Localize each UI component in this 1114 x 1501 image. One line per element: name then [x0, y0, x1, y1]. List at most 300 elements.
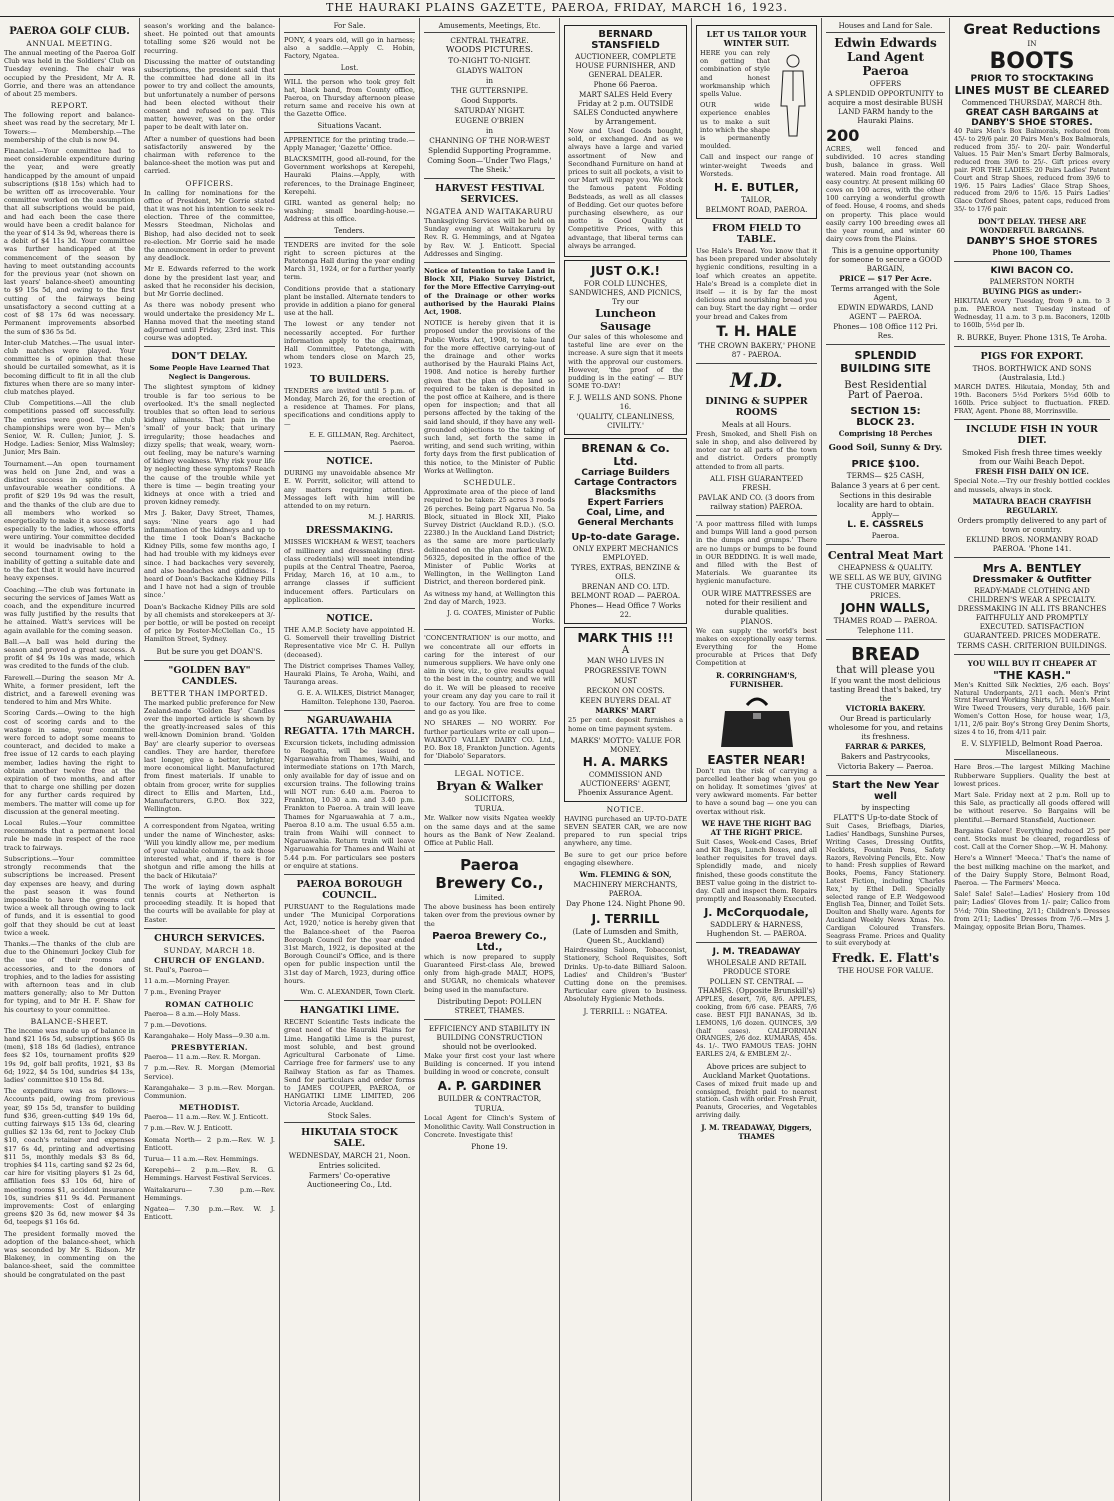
ha-marks-role: COMMISSION AND AUCTIONEERS' AGENT, Phoenix Assurance Agent. — [577, 769, 674, 797]
dressmaking-p: MISSES WICKHAM & WEST, teachers of millinery and dressmaking (first-class credentials) will meet intending pupils at the Central Theatre, Paeroa, Friday, March 16, at 10 a.m., to arrange classes if sufficient inducement offers. Particulars on application. — [284, 538, 415, 604]
sb-3: Best Residential — [844, 380, 927, 392]
ff-3: MATAURA BEACH CRAYFISH REGULARLY. — [972, 496, 1092, 515]
cm-5: THAMES ROAD — PAEROA. — [833, 616, 938, 626]
golf-p5: Club Competitions.—All the club competitions passed off successfully. The entries were good. The club championships were won by— Men's Senior, W. R. Cullen; Junior, J. S. Hodge. Ladies: Senior, Miss Walmsley; Junior, Mrs Bain. — [4, 399, 135, 457]
sb-11: Balance 3 years at 6 per cent. — [830, 481, 941, 491]
ee-3: Paeroa — [862, 64, 909, 78]
treadaway-footer: J. M. TREADAWAY, Diggers, THAMES — [701, 1122, 812, 1141]
cs-m7: Ngatea— 7.30 p.m.—Rev. W. J. Enticott. — [144, 1204, 275, 1222]
golf-p3: Financial.—Your committee had to meet considerable expenditure during the year, and were greatly handicapped by the amount of unpaid subscriptions ($18 15s) which had to be written off as irrecoverable. Your committee worked on the assumption that all subscriptions would be paid, and had each been the case there would have been a credit balance for the year of $14 3s 9d, whereas there is a debit of $4 11s 3d. Your committee was further handicapped at the commencement of the season by having to meet outstanding accounts for the previous year (not shown on last years' balance-sheet) amounting to $9 15s 5d, and owing to the first cutting of the fairways being unsatisfactory a second cutting at a cost of $8 17s 6d was necessary. Permanent improvements absorbed the sum of $36 5s 5d. — [4, 147, 135, 336]
dont-delay-p4: But be sure you get DOAN'S. — [156, 646, 263, 656]
pe-1: PIGS FOR EXPORT. — [980, 350, 1084, 362]
cs-p2: 7 p.m.—Rev. R. Morgan (Memorial Service). — [144, 1064, 275, 1081]
br-9: ONLY EXPERT MECHANICS EMPLOYED. — [572, 544, 679, 563]
dining-p: Fresh, Smoked, and Shell Fish on sale in shop, and also delivered by motor car to all parts of the town and district. Orders promptly attended to from all parts. — [696, 429, 817, 471]
concentration-p1: 'CONCENTRATION' is our motto, and we concentrate all our efforts in caring for the interest of our numerous suppliers. We have only one aim in view, viz., to give results equal to the best in the country, and we will do it. We will be pleased to receive your cream any day you care to rail it to our factory. You are free to come and go as you like. — [424, 634, 555, 717]
dressmaking-heading: DRESSMAKING. — [305, 525, 394, 537]
hikutaia-stock-heading: HIKUTAIA STOCK SALE. — [301, 1126, 398, 1149]
cs-p3: Karangahake— 3 p.m.—Rev. Morgan. Communion. — [144, 1083, 275, 1100]
mb-p: READY-MADE CLOTHING AND CHILDREN'S WEAR A SPECIALTY. DRESSMAKING IN ALL ITS BRANCHES FAITHFULLY AND PROMPTLY EXECUTED. SATISFACTION GUARANTEED. PRICES MODERATE. — [957, 585, 1107, 640]
golf-club-title: PAEROA GOLF CLUB. — [9, 26, 130, 37]
ny-p: Suit Cases, Briefbags, Diaries, Ladies' Handbags, Sunshine Purses, Writing Cases, Dressing Outfits, Necklets, Fountain Pens, Safety Razors, Revolving Pencils, Etc. Now to hand: Fresh supplies of Reward Books, Poems, Fancy Stationery. Latest Fiction, including 'Charles Rex,' by Ethel Dell. Specially selected range of E.P. Wedgewood English Tea, Dinner, and Toilet Sets. Doulton and Shelly ware. Agents for Auckland Weekly News Xmas. No. Cardigan Coloured Transfers. Seagrass Frame. Prices and Quality to suit everybody at — [826, 822, 945, 948]
gr-p: 40 Pairs Men's Box Balmorals, reduced from 45/- to 29/6 pair. 20 Pairs Men's Box Balmorals, reduced from 35/- to 20/- pair. Wonderful Values. 15 Pair Men's Smart Derby Balmorals, reduced from 39/6 to 25/-. Gift prices every pair. FOR THE LADIES: 20 Pairs Ladies' Patent Court and Strap Shoes, reduced from 39/6 to 19/6. 15 Pairs Ladies' Glace Strap Shoes, reduced from 29/6 to 15/6. 15 Pairs Ladies' Glace Oxford Shoes, patent caps, reduced from 35/- to 17/6 pair. — [954, 127, 1110, 213]
corringham-pianos: PIANOS. — [740, 616, 773, 626]
hikutaia-stock-agent: Farmers' Co-operative Auctioneering Co., Ltd. — [307, 1170, 392, 1189]
hale-p: Use Hale's Bread. You know that it has been prepared under absolutely hygienic conditions, resulting in a loaf which creates an appetite. Hale's Bread is a complete diet in itself — it is by far the most delicious and nourishing bread you can buy. Start the day right — order your bread and Cakes from — [696, 247, 817, 321]
ff-p: Smoked Fish fresh three times weekly from our Waihi Beach Depot. — [962, 448, 1102, 467]
golf-p13: Thanks.—The thanks of the club are due to the Ohinemuri Jockey Club for the use of their rooms and accessories, and to the donors of trophies, and to the ladies for assisting with afternoon teas and in club matters generally; also to Mr Dutton for typing, and to Mr H. F. Shaw for his courtesy to your committee. — [4, 939, 135, 1014]
stansfield-phone: Phone 66 Paeroa. — [593, 80, 658, 89]
bd-6: Victoria Bakery — Paeroa. — [837, 762, 934, 772]
ct-9: EUGENE O'BRIEN — [454, 116, 525, 125]
notice2-heading: NOTICE. — [326, 612, 373, 624]
column-3 — [280, 18, 420, 1501]
golf-p14: The income was made up of balance in hand $21 16s 5d, subscriptions $65 0s (men), $18 18s 6d (ladies), entrance fees $2 10s, tournament profits $29 19s 9d, golf ball profits, 1921, $3 8s 6d; 1922, $4 5s 10d, sundries $4 13s, ladies' committee $10 15s 8d. — [4, 1026, 135, 1084]
dining-meals: Meals at all Hours. — [721, 419, 792, 429]
bd-p: If you want the most delicious tasting Bread that's baked, try the — [829, 676, 942, 704]
hangatiki-lime-heading: HANGATIKI LIME. — [299, 1005, 400, 1017]
houses-land-heading: Houses and Land for Sale. — [826, 22, 945, 33]
notice2-p2: The District comprises Thames Valley, Hauraki Plains, Te Aroha, Waihi, and Tauranga areas. — [284, 661, 415, 687]
ff-p3: Orders promptly delivered to any part of town or country. — [957, 515, 1107, 534]
bd-4: FARRAR & PARKES, — [845, 742, 926, 752]
hale-bakery: 'THE CROWN BAKERY,' PHONE 87 - PAEROA. — [697, 340, 816, 359]
golf-p6: Tournament.—An open tournament was held on June 2nd, and was a distinct success in spite of the unfavourable weather conditions. A profit of $29 19s 9d was the result, and the thanks of the club are due to all members who worked so energetically to make it a success, and especially to the ladies, whose efforts were untiring. Your committee decided it would be inadvisable to hold a second tournament owing to the inability of getting a suitable date and to the fact that it would have incurred heavy expenses. — [4, 459, 135, 583]
golf-cont-p4: In calling for nominations for the office of President, Mr Gorrie stated that it was not his intention to seek re-election. Three of the committee, Messrs Steedman, Nicholas and Bishop, had also decided not to seek re-election. Mr Gorrie said he made the announcement in order to prevent any deadlock. — [144, 188, 275, 263]
stansfield-sales: MART SALES Held Every Friday at 2 p.m. OUTSIDE SALES Conducted anywhere by Arrangement. — [573, 90, 678, 126]
stock-sales-heading: Stock Sales. — [284, 1112, 415, 1123]
br-4: Blacksmiths — [594, 488, 657, 499]
schedule-heading: SCHEDULE. — [463, 478, 516, 488]
kc-1: YOU WILL BUY IT CHEAPER AT — [967, 658, 1097, 668]
mk-p: 25 per cent. deposit furnishes a home on time payment system. — [568, 716, 683, 733]
wells-ad — [564, 260, 687, 435]
ee-8: Phones— 108 Office 112 Pri. Res. — [833, 322, 938, 341]
br-11: BRENAN AND CO. LTD. BELMONT ROAD — PAEROA. — [570, 582, 681, 601]
bd-1: BREAD — [851, 644, 920, 666]
sb-4: Part of Paeroa. — [847, 390, 924, 402]
column-7 — [822, 18, 950, 1501]
methodist: METHODIST. — [179, 1103, 240, 1113]
treadaway-store: WHOLESALE AND RETAIL PRODUCE STORE — [706, 958, 807, 977]
column-1 — [0, 18, 140, 1501]
sv-blacksmith: BLACKSMITH, good all-round, for the Government workshops at Kerepehi, Hauraki Plains.—Apply, with references, to the Drainage Engineer, Kerepehi. — [284, 155, 415, 196]
gr-10: Phone 100, Thames — [992, 247, 1072, 257]
paeroa-brewery-4: Paeroa Brewery Co., Ltd., — [432, 930, 547, 953]
ct-5: in — [486, 76, 493, 85]
golf-p15: The expenditure was as follows:— Accounts paid, owing from previous year, $9 15s 5d, transfer to building fund $36, green-cutting $49 19s 6d, cutting fairways $15 13s 6d, clearing gullies $2 13s 6d, rent to Jockey Club $10, coach's retainer and expenses $17 6s 4d, printing and advertising $11 5s, monthly medals $3 8s 6d, trophies $4 11s, carting sand $2 2s 6d, car hire for visiting players $1 2s 6d, affiliation fees $3 10s 6d, hire of meeting rooms $1, accident insurance 10s, sundries $11 9s 4d. Permanent improvements: Cost of enlarging greens $20 3s 6d, new mower $4 3s 6d, teepegs $1 16s 6d. — [4, 1087, 135, 1227]
cs-m1: Paeroa— 11 a.m.—Rev. W. J. Enticott. — [144, 1113, 269, 1122]
mk-5: RECKON ON COSTS. — [586, 686, 665, 696]
ms-p2: Mart Sale. Friday next at 2 p.m. Roll up to this Sale, as practically all goods offered will be without reserve. So Bargains will be plentiful.—Bernard Stansfield, Auctioneer. — [954, 790, 1110, 824]
kb-4: R. BURKE, Buyer. Phone 131S, Te Aroha. — [956, 332, 1108, 342]
br-5: Expert Farriers — [587, 498, 664, 509]
just-ok: JUST O.K.! — [590, 264, 661, 279]
ct-1: CENTRAL THEATRE. — [450, 36, 529, 45]
kc-3: E. V. SLYFIELD, Belmont Road Paeroa. — [961, 739, 1103, 749]
luncheon-sausage: Luncheon Sausage — [595, 307, 656, 334]
mk-7: MARKS' MART — [595, 706, 656, 716]
jok-motto: 'QUALITY, CLEANLINESS, CIVILITY.' — [576, 412, 675, 431]
terrill-name: J. TERRILL — [591, 912, 660, 927]
for-sale-pony: PONY, 4 years old, will go in harness; also a saddle.—Apply C. Hobin, Factory, Ngatea. — [284, 36, 415, 61]
bd-p2: Our Bread is particularly wholesome for you, and retains its freshness. — [828, 714, 943, 742]
golf-p1: The annual meeting of the Paeroa Golf Club was held in the Soldiers' Club on Tuesday evening. The chair was occupied by the President, Mr A. R. Gorrie, and there was an attendance of about 25 members. — [4, 49, 135, 99]
ct-6: THE GUTTERSNIPE. — [450, 86, 529, 95]
ct-4: GLADYS WALTON — [456, 66, 523, 75]
kc-2: "THE KASH." — [993, 668, 1071, 682]
apg-name: A. P. GARDINER — [437, 1079, 542, 1094]
mk-motto: MARKS' MOTTO: VALUE FOR MONEY. — [570, 735, 681, 754]
cs-rc1: Paeroa— 8 a.m.—Holy Mass. — [144, 1009, 241, 1018]
sv-apprentice: APPRENTICE for the printing trade.—Apply Manager, 'Gazette' Office. — [284, 135, 415, 152]
church-date: SUNDAY, MARCH 18. — [163, 945, 256, 955]
golf-p2: The following report and balance-sheet was read by the secretary, Mr I. Towers:— Membership.—The membership of the club is now 94. — [4, 111, 135, 144]
butler-role: TAILOR, — [741, 195, 772, 205]
ct-11: CHANNING OF THE NOR-WEST — [429, 136, 550, 145]
mk-3: PROGRESSIVE TOWN — [584, 666, 667, 676]
fleming-name: Wm. FLEMING & SON, — [579, 870, 672, 880]
gr-2: IN — [1027, 39, 1037, 48]
sb-p: Sections in this desirable locality are hard to obtain. — [836, 491, 935, 510]
land-p3: Approximate area of the piece of land required to be taken: 25 acres 3 roods 26 perches. Being part Ngarua No. 5a Block, situated in Block XII, Piako Survey District (Auckland R.D.). (S.O. 22380.) In the Auckland Land District; as the same are more particularly delineated on the plan marked P.W.D. 56325, deposited in the office of the Minister of Public Works at Wellington, in the Wellington Land District, and thereon bordered pink. — [424, 488, 555, 587]
golden-bay-sub: BETTER THAN IMPORTED. — [150, 688, 268, 698]
mark-this: MARK THIS !!! — [577, 631, 674, 646]
mk-6: KEEN BUYERS DEAL AT — [579, 696, 672, 706]
paeroa-brewery-2: Brewery Co., — [435, 874, 544, 893]
ms-p1: Hare Bros.—The largest Milking Machine Rubberware Suppliers. Quality the best at lowest prices. — [954, 763, 1110, 788]
ff-p2: Special Note.—Try our freshly bottled cockles and mussels, always in stock. — [954, 477, 1110, 494]
corringham-p2: We can supply the world's best makes on exceptionally easy terms. Everything for the Home procurable at Prices that Defy Competition at — [696, 626, 817, 668]
mk-4: MUST — [613, 676, 638, 686]
golden-bay-heading: "GOLDEN BAY" CANDLES. — [168, 664, 251, 687]
kb-p: HIKUTAIA every Tuesday, from 9 a.m. to 3 p.m. PAEROA next Tuesday instead of Wednesday, 11 a.m. to 3 p.m. Baconers, 120lb to 160lb, 5½d per lb. — [954, 296, 1110, 330]
ee-p4: Terms arranged with the Sole Agent, — [831, 284, 940, 303]
gr-4: PRIOR TO STOCKTAKING — [970, 74, 1094, 84]
golf-p12: Subscriptions.—Your committee strongly recommends that the subscriptions be increased. Present day expenses are heavy, and during the past season it was found impossible to have the greens cut twice a week all through owing to lack of funds, and it is essential to good golf that they should be cut at least twice a week. — [4, 854, 135, 937]
hikutaia-stock-entries: Entries solicited. — [318, 1160, 381, 1170]
lost-heading: Lost. — [284, 64, 415, 75]
ms-p5: Sale! Sale! Sale!—Ladies' Hosiery from 10d pair; Ladies' Gloves from 1/- pair; Calico from 5½d; 70in Sheeting, 2/11; Children's Dresses from 2/11; Ladies' Dresses from 7/6.—Mrs J. Maingay, opposite Brian Boru, Thames. — [954, 890, 1110, 932]
regatta-p: Excursion tickets, including admission to Regatta, will be issued to Ngaruawahia from Thames, Waihi, and intermediate stations on 17th March, only available for day of issue and on excursion trains. The following trains will NOT run: 6.40 a.m. Paeroa to Frankton, 10.30 a.m. and 3.40 p.m. Frankton to Paeroa. A train will leave Thames for Ngaruawahia at 7 a.m., Paeroa 8.10 a.m. The usual 6.55 a.m. train from Waihi will connect to Ngaruawahia. Return train will leave Ngaruawahia for Thames and Waihi at 5.44 p.m. For particulars see posters or enquire at stations. — [284, 738, 415, 870]
sb-9: PRICE $100. — [851, 459, 920, 471]
br-6: Coal, Lime, and — [586, 508, 665, 519]
easter-p1: Don't run the risk of carrying a parcelled leather bag when you go on holiday. It sometimes 'gives' at very awkward moments. Far better to have a sound bag — one you can overtax without risk. — [696, 766, 817, 816]
notice2-sig: G. E. A. WILKES, District Manager, Hamilton. Telephone 130, Paeroa. — [297, 689, 415, 706]
sb-10: TERMS— $25 CASH, — [846, 471, 925, 481]
sb-8: Good Soil, Sunny & Dry. — [828, 443, 943, 454]
easter-heading: EASTER NEAR! — [707, 752, 806, 767]
masthead: THE HAURAKI PLAINS GAZETTE, PAEROA, FRIDAY, MARCH 16, 1923. — [0, 0, 1114, 17]
sb-7: Comprising 18 Perches — [838, 429, 933, 439]
md-logo: M.D. — [730, 367, 783, 392]
treadaway-p2: Cases of mixed fruit made up and consigned, freight paid to nearest station. Cash with order. Fresh Fruit, Peanuts, Groceries, and Vegetables arriving daily. — [696, 1079, 817, 1119]
golf-cont-p3: After a number of questions had been satisfactorily answered by the chairman with reference to the balance-sheet the motion was put and carried. — [144, 134, 275, 176]
bw-p: Mr. Walker now visits Ngatea weekly on the same days and at the same hours as the Bank of New Zealand. Office at Public Hall. — [424, 814, 555, 847]
br-3: Cartage Contractors — [574, 478, 677, 489]
gladstone-bag-illustration — [717, 691, 797, 751]
field-to-table-heading: FROM FIELD TO TABLE. — [712, 223, 801, 246]
dont-delay-sub: Some People Have Learned That Neglect is Dangerous. — [149, 364, 270, 382]
apg-town: TURUA. — [474, 1104, 505, 1114]
church-england: CHURCH OF ENGLAND. — [154, 955, 265, 965]
borough-council-sig: Wm. C. ALEXANDER, Town Clerk. — [300, 988, 415, 997]
apg-p: Local Agent for Clinch's System of Monolithic Cavity. Wall Construction in Concrete. Investigate this! — [424, 1114, 555, 1139]
balance-sheet-heading: BALANCE-SHEET. — [30, 1016, 109, 1026]
gr-7: GREAT CASH BARGAINS at DANBY'S SHOE STORES. — [965, 108, 1099, 128]
hangatiki-lime-p: RECENT Scientific Tests indicate the great need of the Hauraki Plains for Lime. Hangatiki Lime is the purest, most soluble, and best ground Agricultural Carbonate of Lime. Carriage free for farmers' use to any Railway Station as far as Thames. Send for particulars and order forms to JAMES COUPER, PAEROA, or HANGATIKI LIME LIMITED, 206 Victoria Arcade, Auckland. — [284, 1018, 415, 1109]
dining-fish: ALL FISH GUARANTEED FRESH. — [709, 473, 804, 492]
columns — [0, 18, 1114, 1501]
easter-p2: Suit Cases, Week-end Cases, Brief and Kit Bags, Lunch Boxes, and all leather requisites for travel days. Splendidly made, and nicely finished, these goods constitute the BEST value going in the district to-day. Call and inspect them. Repairs promptly and Reasonably Executed. — [696, 837, 817, 904]
treadaway-note: Above prices are subject to Auckland Market Quotations. — [702, 1061, 811, 1080]
hikutaia-stock-date: WEDNESDAY, MARCH 21, Noon. — [288, 1150, 411, 1160]
land-sig: J. G. COATES, Minister of Public Works. — [447, 608, 555, 626]
terrill-p: Hairdressing Saloon, Tobacconist, Stationery, School Requisites, Soft Drinks. Up-to-date Billiard Saloon. Ladies' and Children's 'Buster' Cutting done on the premises. Particular care given to business. Absolutely Hygienic Methods. — [564, 946, 687, 1004]
dont-delay-p2: Mrs J. Baker, Davy Street, Thames, says: 'Nine years ago I had inflammation of the kidneys and up to the time I took Doan's Backache Kidney Pills, some few months ago, I had had trouble with my kidneys ever since. I had backaches very severely, and also headaches and giddiness. I heard of Doan's Backache Kidney Pills and I have not had a sign of trouble since.' — [144, 509, 275, 600]
ee-price: PRICE — $17 Per Acre. — [839, 274, 932, 284]
ff-1: INCLUDE FISH IN YOUR DIET. — [966, 424, 1098, 447]
gr-1: Great Reductions — [963, 22, 1101, 38]
borough-council-p: PURSUANT to the Regulations made under 'The Municipal Corporations Act, 1920,' notice is hereby given that the Balance-sheet of the Paeroa Borough Council for the year ended 31st March, 1922, is deposited at the Borough Council's Office, and is there open for public inspection until the 31st day of March, 1923, during office hours. — [284, 903, 415, 985]
column-4 — [420, 18, 560, 1501]
dont-delay-heading: DON'T DELAY. — [171, 351, 248, 363]
golf-cont-p2: Discussing the matter of outstanding subscriptions, the president said that the committee had done all in its power to try and collect the amounts, but unfortunately a number of persons had been elected without their consent and refused to pay. This matter, however, was on the order paper to be dealt with later on. — [144, 57, 275, 132]
ee-p1: A SPLENDID OPPORTUNITY to acquire a most desirable BUSH LAND FARM handy to the Hauraki Plains. — [827, 89, 944, 125]
notice-p: DURING my unavoidable absence Mr E. W. Porritt, solicitor, will attend to any matters requiring attention. Messages left with him will be attended to on my return. — [284, 469, 415, 510]
efficiency-heading: EFFICIENCY AND STABILITY IN BUILDING CONSTRUCTION should not be overlooked. — [428, 1023, 551, 1051]
ngatea-correspondent: A correspondent from Ngatea, writing under the name of Winchester, asks: 'Will you kindly allow me, per medium of your valuable columns, to ask those interested what, and if there is for shotgun and rifle among the hills at the back of Hikutaia?' — [144, 822, 275, 880]
land-p2: NOTICE is hereby given that it is proposed under the provisions of the Public Works Act, 1908, to take land for the more effective carrying-out of the drainage and other works authorised by the Hauraki Plains Act, 1908. And notice is hereby further given that the plan of the land so required to be taken is deposited in the post office at Kaihere, and is there open for inspection; and that all persons affected by the taking of the said land should, if they have any well-grounded objections to the taking of such land, set forth the same in writing, and send such writing, within forty days from the first publication of this notice, to the Minister of Public Works at Wellington. — [424, 319, 555, 475]
stansfield-role: AUCTIONEER, COMPLETE HOUSE FURNISHER, AND GENERAL DEALER. — [575, 52, 676, 79]
to-builders-p1: TENDERS are invited until 5 p.m. of Monday, March 26, for the erection of a residence at Thames. For plans, specifications and conditions apply to— — [284, 386, 415, 428]
for-sale-heading: For Sale. — [284, 22, 415, 33]
efficiency-p: Make your first cost your last where Building is concerned. If you intend building in wood or concrete, consult — [424, 1051, 555, 1077]
harvest-sub: NGATEA AND WAITAKARURU — [425, 207, 554, 216]
cs-m2: 7 p.m.—Rev. W. J. Enticott. — [144, 1124, 233, 1133]
tennis-courts: The work of laying down asphalt tennis courts at Netherton is proceeding steadily. It is hoped that the courts will be available for play at Easter. — [144, 882, 275, 924]
to-builders-heading: TO BUILDERS. — [309, 373, 390, 385]
regatta-heading: NGARUAWAHIA REGATTA. 17th MARCH. — [284, 714, 415, 737]
amusements-heading: Amusements, Meetings, Etc. — [424, 22, 555, 33]
mccorquodale-name: J. McCorquodale, — [704, 906, 809, 920]
cs-rc2: 7 p.m.—Devotions. — [144, 1020, 207, 1029]
sb-12: Apply— — [871, 510, 900, 520]
gr-3: BOOTS — [989, 49, 1075, 74]
corringham-wire: OUR WIRE MATTRESSES are noted for their resilient and durable qualities. — [701, 588, 812, 616]
terrill-late: (Late of Lumsden and Smith, Queen St., Auckland) — [572, 927, 679, 946]
paeroa-brewery-1: Paeroa — [460, 856, 519, 875]
roman-catholic: ROMAN CATHOLIC — [165, 999, 254, 1009]
church-services-heading: CHURCH SERVICES. — [154, 932, 265, 944]
column-2 — [140, 18, 280, 1501]
golf-cont-p1: season's working and the balance-sheet. He pointed out that amounts totalling some $26 would not be recurring. — [144, 22, 275, 55]
cm-2: CHEAPNESS & QUALITY. — [838, 563, 933, 573]
ct-12: Splendid Supporting Programme. — [428, 146, 551, 155]
kb-2: PALMERSTON NORTH — [989, 276, 1075, 286]
bd-3: VICTORIA BAKERY. — [845, 704, 926, 714]
land-p4: As witness my hand, at Wellington this 2nd day of March, 1923. — [424, 589, 555, 606]
br-7: General Merchants — [577, 518, 674, 529]
tailor-p1: HERE you can rely on getting that combination of style and honest workmanship which spells Value. — [700, 49, 770, 99]
br-12: Phones— Head Office 7 Works 22. — [570, 601, 681, 620]
concentration-p2: NO SHARES — NO WORRY. For further particulars write or call upon— WAIKATO VALLEY DAIRY CO. Ltd., P.O. Box 18, Frankton Junction. Agents for 'Diabolo' Separators. — [424, 719, 555, 761]
pb-p3: Distributing Depot: POLLEN STREET, THAMES. — [437, 996, 542, 1015]
tenders-heading: Tenders. — [284, 227, 415, 238]
golden-bay-p1: The marked public preference for New Zealand-made 'Golden Bay' Candles over the imported article is shown by the greatly-increased sales of this well-known Dominion brand. 'Golden Bay' are clearly superior to overseas candles. They are harder, therefore last longer, give a better, brighter, more economical light. Manufactured from finest materials. If unable to obtain from grocer, write for supplies direct to Ellis and Marten, Ltd., Manufacturers, G.P.O. Box 322, Wellington. — [144, 698, 275, 814]
treadaway-name: J. M. TREADAWAY — [712, 947, 801, 958]
bw-solicitors: SOLICITORS, — [464, 794, 515, 804]
hale-name: T. H. HALE — [716, 323, 797, 340]
ny-1: Start the New Year well — [832, 780, 939, 803]
pe-2: THOS. BORTHWICK AND SONS (Australasia, Ltd.) — [972, 363, 1092, 382]
ee-4: OFFERS — [869, 79, 902, 88]
butler-address: BELMONT ROAD, PAEROA. — [705, 205, 808, 215]
tenders-p3: The lowest or any tender not necessarily accepted. For further information apply to the chairman, Hall Committee, Patetonga, with whom tenders close on March 25, 1923. — [284, 320, 415, 370]
jok-p: Our sales of this wholesome and tasteful line are ever on the increase. A sure sign that it meets with the approval our customers. However, 'the proof of the pudding is in the eating' — BUY SOME TO-DAY! — [568, 333, 683, 391]
terrill-footer: J. TERRILL :: NGATEA. — [583, 1006, 668, 1016]
kb-3: BUYING PIGS as under:- — [982, 286, 1082, 296]
golf-cont-p6: As there was nobody present who would undertake the presidency Mr L. Hanna moved that the meeting stand adjourned until Friday, 23rd inst. This course was adopted. — [144, 301, 275, 343]
fleming-role: MACHINERY MERCHANTS, PAEROA. — [573, 880, 678, 899]
mb-2: Dressmaker & Outfitter — [972, 574, 1092, 585]
cs-m3: Komata North— 2 p.m.—Rev. W. J. Enticott. — [144, 1135, 275, 1152]
corringham-name: R. CORRINGHAM'S, FURNISHER. — [716, 670, 797, 689]
notice-sig: M. J. HARRIS. — [368, 513, 415, 522]
sb-6: BLOCK 23. — [856, 417, 915, 429]
paeroa-brewery-3: Limited. — [474, 893, 505, 903]
golf-p9: Farewell.—During the season Mr A. White, a former president, left the district, and a farewell evening was tendered to him and Mrs White. — [4, 673, 135, 707]
ee-2: Land Agent — [846, 50, 925, 64]
sb-14: Paeroa. — [871, 531, 900, 541]
gr-5: LINES MUST BE CLEARED — [954, 84, 1110, 97]
mk-2: MAN WHO LIVES IN — [586, 656, 665, 666]
ee-1: Edwin Edwards — [834, 36, 937, 50]
ct-8: SATURDAY NIGHT. — [454, 106, 525, 115]
sv-girl: GIRL wanted as general help; no washing; small boarding-house.—Address at this office. — [284, 199, 415, 224]
to-builders-sig: E. E. GILLMAN, Reg. Architect, Paeroa. — [309, 430, 415, 447]
stansfield-ad — [564, 25, 687, 257]
ms-p4: Here's a Winner! 'Meeca.' That's the name of the best milking machine on the market, and of the Dairy Supply Store, Belmont Road, Paeroa. — The Farmers' Meeca. — [954, 854, 1110, 888]
report-heading: REPORT. — [50, 101, 89, 111]
pb-p1: The above business has been entirely taken over from the previous owner by the — [424, 903, 555, 928]
ct-7: Good Supports. — [461, 96, 518, 105]
notice-car-heading: NOTICE. — [606, 804, 645, 814]
golf-subtitle: ANNUAL MEETING. — [26, 39, 113, 48]
cm-1: Central Meat Mart — [827, 549, 944, 563]
tailor-p3: Call and inspect our range of winter-weight Tweeds and Worsteds. — [700, 153, 813, 178]
stansfield-p: Now and Used Goods bought, sold, or exchanged. And as we always have a large and varied assortment of New and Secondhand Furniture on hand at prices to suit all pockets, a visit to our Mart will repay you. We stock the famous patent Folding Bedsteads, as well as all classes of Bedding. Get our quotes before purchasing elsewhere, as our motto is Good Quality at Competitive Prices, with this advantage, that liberal terms can always be arranged. — [568, 127, 683, 250]
tenders-p1: TENDERS are invited for the sole right to screen pictures at the Patetonga Hall during the year ending March 31, 1924, or for a further yearly term. — [284, 240, 415, 282]
cs-m4: Turua— 11 a.m.—Rev. Hemmings. — [144, 1154, 259, 1163]
kb-1: KIWI BACON CO. — [990, 265, 1074, 276]
butler-name: H. E. BUTLER, — [714, 181, 799, 195]
bd-5: Bakers and Pastrycooks, — [840, 752, 931, 762]
borough-council-heading: PAEROA BOROUGH COUNCIL. — [296, 879, 403, 902]
easter-right-bag: WE HAVE THE RIGHT BAG AT THE RIGHT PRICE. — [701, 818, 812, 837]
marks-ad — [564, 627, 687, 801]
cs-e1: St. Paul's, Paeroa— — [144, 965, 209, 974]
gr-9: DANBY'S SHOE STORES — [966, 235, 1098, 247]
stansfield-name: BERNARD STANSFIELD — [591, 29, 660, 51]
column-8 — [950, 18, 1114, 1501]
pb-p2: which is now prepared to supply Guaranteed First-class Ale, brewed only from high-grade MALT, HOPS, and SUGAR, no chemicals whatever being used in the manufacture. — [424, 952, 555, 994]
notice-car-p: HAVING purchased an UP-TO-DATE SEVEN SEATER CAR, we are now prepared to run special trips anywhere, any time. — [564, 814, 687, 848]
treadaway-prices: APPLES, desert, 7/6, 8/6. APPLES, cooking, from 6/6 case. PEARS, 7/6 case. BEST FIJI BANANAS, 3d lb. LEMONS, 1/6 dozen. QUINCES, 3/9 (half cases). CALIFORNIAN ORANGES, 2/6 doz. KUMARAS, 45s. 4s. 1/-. TWO FAMOUS TEAS: JOHN EARLES 2/4, & EMBLEM 2/-. — [696, 995, 817, 1058]
cm-3: WE SELL AS WE BUY, GIVING THE CUSTOMER MARKET PRICES. — [829, 573, 942, 601]
suited-man-illustration — [773, 51, 813, 141]
golf-p11: Local Rules.—Your committee recommends that a permanent local rule be made in respect of the race track to fairways. — [4, 819, 135, 852]
dont-delay-p3: Doan's Backache Kidney Pills are sold by all chemists and storekeepers at 3/- per bottle, or will be posted on receipt of price by Foster-McClellan Co., 15 Hamilton Street, Sydney. — [144, 602, 275, 644]
sb-2: BUILDING SITE — [840, 362, 931, 376]
sb-13: L. E. CASSRELS — [847, 520, 924, 531]
apg-role: BUILDER & CONTRACTOR, — [437, 1094, 542, 1104]
cm-4: JOHN WALLS, — [840, 601, 931, 616]
ny-5: THE HOUSE FOR VALUE. — [837, 966, 934, 976]
notice-heading: NOTICE. — [326, 456, 373, 468]
br-10: TYRES, EXTRAS, BENZINE & OILS. — [570, 563, 681, 582]
cs-rc3: Karangahake— Holy Mass—9.30 a.m. — [144, 1031, 270, 1040]
tenders-p2: Conditions provide that a stationary plant be installed. Alternate tenders to provide in addition a piano for general use at the hall. — [284, 284, 415, 318]
sb-5: SECTION 15: — [850, 406, 921, 418]
golf-p4: Inter-club Matches.—The usual inter-club matches were played. Your committee is of opinion that these should be curtailed somewhat, as it is becoming difficult to fit in all the club fixtures when there are so many inter-club matches played. — [4, 338, 135, 396]
pe-p: MARCH DATES. Hikutaia, Monday, 5th and 19th. Baconers 5½d Porkers 5½d 60lb to 160lb. Price subject to fluctuation. FRED. FRAY, Agent. Phone 88, Morrinsville. — [954, 382, 1110, 416]
ee-7: EDWIN EDWARDS, LAND AGENT — PAEROA. — [837, 303, 934, 322]
jok-1: FOR COLD LUNCHES, SANDWICHES, AND PICNICS, Try our — [569, 279, 682, 307]
brenan-ad — [564, 438, 687, 624]
bryan-walker: Bryan & Walker — [436, 779, 543, 794]
dining-pavlak: PAVLAK AND CO. (3 doors from railway station) PAEROA. — [698, 492, 815, 511]
br-2: Carriage Builders — [581, 468, 670, 479]
gr-6: Commenced THURSDAY, MARCH 8th. — [961, 98, 1103, 107]
br-8: Up-to-date Garage. — [571, 532, 680, 544]
ny-2: by inspecting — [861, 803, 910, 813]
ff-2: FRESH FISH DAILY ON ICE. — [975, 467, 1089, 477]
golf-p16: The president formally moved the adoption of the balance-sheet, which was seconded by Mr S. Ridson. Mr Blakeney, in commenting on the balance-sheet, said the committee should be congratulated on the past — [4, 1229, 135, 1279]
ee-p2: ACRES, well fenced and subdivided. 10 acres standing bush, balance in grass. Well watered. Main road frontage. All easy country. At present milking 60 cows on 100 acres, with the other 100 carrying a wonderful growth of feed. House, 4 rooms, and sheds on property. This place would easily carry 100 breeding ewes all the year round, and winter 60 dairy cows from the Plains. — [826, 145, 945, 244]
ct-10: in — [486, 126, 493, 135]
cs-e2: 11 a.m.—Morning Prayer. — [144, 977, 230, 986]
harvest-p: Thanksgiving Services will be held on Sunday evening at Waitakaruru by Rev. R. G. Hemmings, and at Ngatea by Rev. W. J. Enticott. Special Addresses and Singing. — [424, 217, 555, 258]
mccorquodale-role: SADDLERY & HARNESS, Hughendon St. — PAEROA. — [706, 920, 807, 939]
cs-e3: 7 p.m., Evening Prayer — [144, 988, 221, 997]
ct-3: TO-NIGHT TO-NIGHT. — [448, 56, 531, 65]
tailor-p2: OUR wide experience enables us to make a suit into which the shape is permanently moulded. — [700, 101, 770, 151]
column-6 — [692, 18, 822, 1501]
treadaway-address: POLLEN ST. CENTRAL — THAMES. (Opposite Brunskill's) — [697, 977, 816, 996]
ms-p3: Bargains Galore! Everything reduced 25 per cent. Stocks must be cleared, regardless of cost. Call at the Corner Shop.—W. H. Mahony. — [954, 826, 1110, 852]
bw-turua: TURUA. — [474, 804, 505, 814]
harvest-heading: HARVEST FESTIVAL SERVICES. — [435, 183, 544, 205]
cm-6: Telephone 111. — [857, 626, 914, 636]
cs-p1: Paeroa— 11 a.m.—Rev. R. Morgan. — [144, 1053, 261, 1062]
ny-3: FLATT'S Up-to-date Stock of — [833, 813, 938, 823]
mb-3: TERMS CASH. CRITERION BUILDINGS. — [957, 640, 1107, 650]
ee-p3: This is a genuine opportunity for someone to secure a GOOD BARGAIN, — [828, 246, 943, 274]
corringham-p1: 'A poor mattress filled with lumps and bumps Will land a good person in the dumps and grumps.' There are no lumps or bumps to be found in OUR BEDDING. It is well made, and filled with the Best of Materials. We guarantee its hygienic manufacture. — [696, 519, 817, 586]
gr-8: DON'T DELAY. THESE ARE WONDERFUL BARGAINS. — [977, 216, 1087, 235]
golf-p10: Scoring Cards.—Owing to the high cost of scoring cards and to the wastage in same, your committee were forced to adopt some means to counteract, and decided to make a free issue of 12 cards to each playing member, ladies having the right to obtain another twelve free at the expiration of two months, and after that to charge one shilling per dozen for any further cards required by members. The matter will come up for discussion at the general meeting. — [4, 709, 135, 816]
miscellaneous-heading: Miscellaneous. — [954, 749, 1110, 760]
bd-2: that will please you — [836, 665, 935, 677]
sb-1: SPLENDID — [854, 349, 917, 363]
cs-m6: Waitakaruru— 7.30 p.m.—Rev. Hemmings. — [144, 1185, 275, 1202]
land-p1: Notice of Intention to take Land in Block XII, Piako Survey District, for the More Effective Carrying-out of the Drainage or other works authorised by the Hauraki Plains Act, 1908. — [424, 267, 555, 317]
golf-p7: Coaching.—The club was fortunate in securing the services of James Watt as coach, and the expenditure incurred was fully justified by the results that he attained. Watt's services will be again available for the coming season. — [4, 585, 135, 635]
ee-200: 200 — [826, 126, 860, 145]
lost-hat: WILL the person who took grey felt hat, black band, from County office, Paeroa, on Thursday afternoon please return same and receive his own at the Gazette Office. — [284, 77, 415, 119]
ha-marks: H. A. MARKS — [582, 754, 669, 769]
